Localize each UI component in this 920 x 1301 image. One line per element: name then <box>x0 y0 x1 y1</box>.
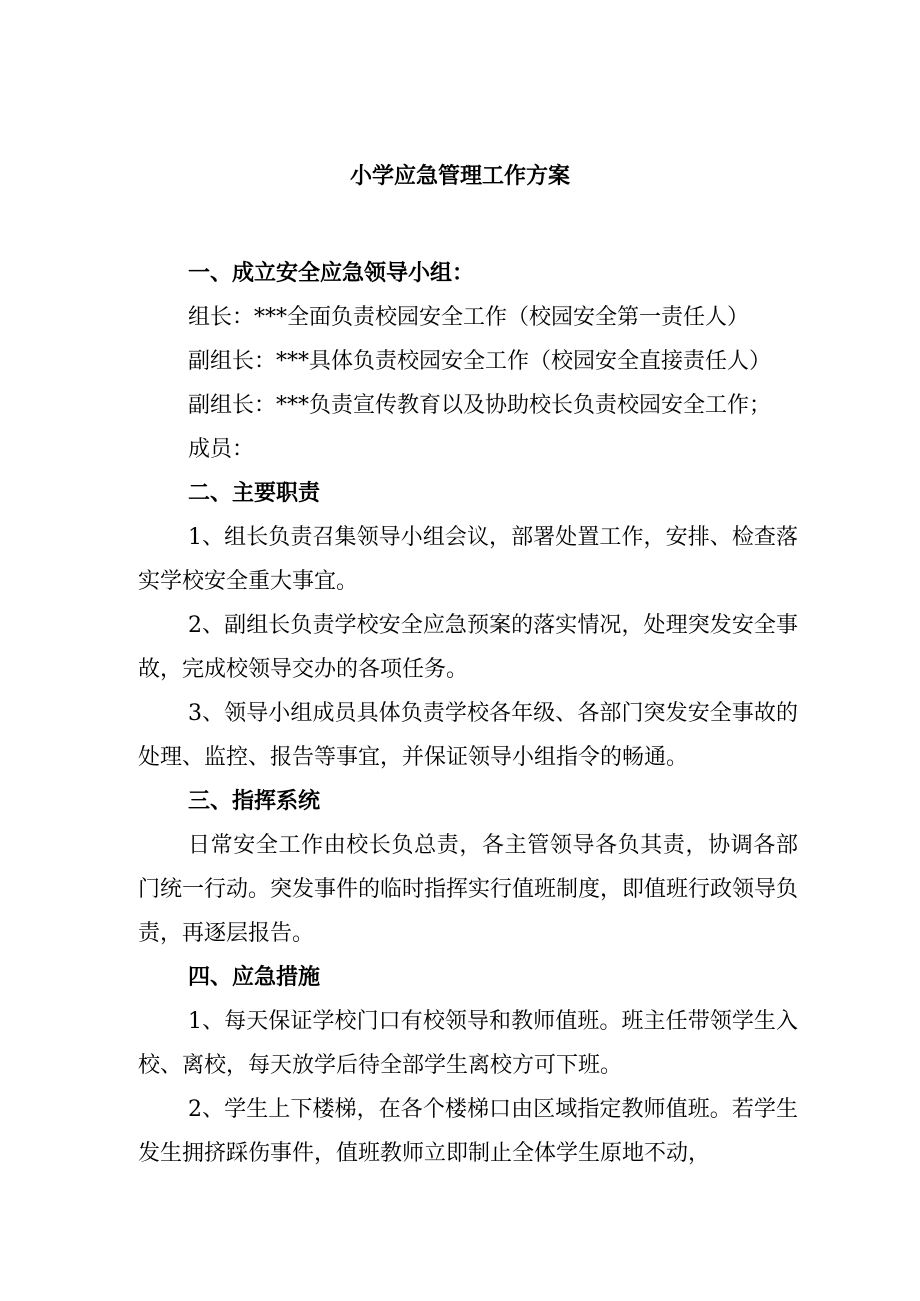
document-body <box>138 252 798 1176</box>
duty-paragraph-1: 1、组长负责召集领导小组会议，部署处置工作，安排、检查落实学校安全重大事宜。 <box>138 525 798 594</box>
section-heading-3: 三、指挥系统 <box>188 789 321 814</box>
measure-paragraph-1: 1、每天保证学校门口有校领导和教师值班。班主任带领学生入校、离校，每天放学后待全部学生离校方可下班。 <box>138 1009 798 1078</box>
measure-paragraph-2: 2、学生上下楼梯，在各个楼梯口由区域指定教师值班。若学生发生拥挤踩伤事件，值班教师立即制止全体学生原地不动， <box>138 1097 798 1166</box>
section-heading-2: 二、主要职责 <box>188 481 321 506</box>
deputy-leader-line-2: 副组长：***负责宣传教育以及协助校长负责校园安全工作； <box>188 393 772 418</box>
section-heading-4: 四、应急措施 <box>188 965 321 990</box>
members-line: 成员： <box>188 437 255 462</box>
deputy-leader-line-1: 副组长：***具体负责校园安全工作（校园安全直接责任人） <box>188 349 772 374</box>
document-title: 小学应急管理工作方案 <box>349 164 570 189</box>
duty-paragraph-2: 2、副组长负责学校安全应急预案的落实情况，处理突发安全事故，完成校领导交办的各项任务。 <box>138 613 798 682</box>
command-paragraph: 日常安全工作由校长负总责，各主管领导各负其责，协调各部门统一行动。突发事件的临时指挥实行值班制度，即值班行政领导负责，再逐层报告。 <box>138 833 799 946</box>
section-heading-1: 一、成立安全应急领导小组： <box>188 261 475 286</box>
duty-paragraph-3: 3、领导小组成员具体负责学校各年级、各部门突发安全事故的处理、监控、报告等事宜，并保证领导小组指令的畅通。 <box>138 701 798 770</box>
leader-line: 组长：***全面负责校园安全工作（校园安全第一责任人） <box>188 305 750 330</box>
